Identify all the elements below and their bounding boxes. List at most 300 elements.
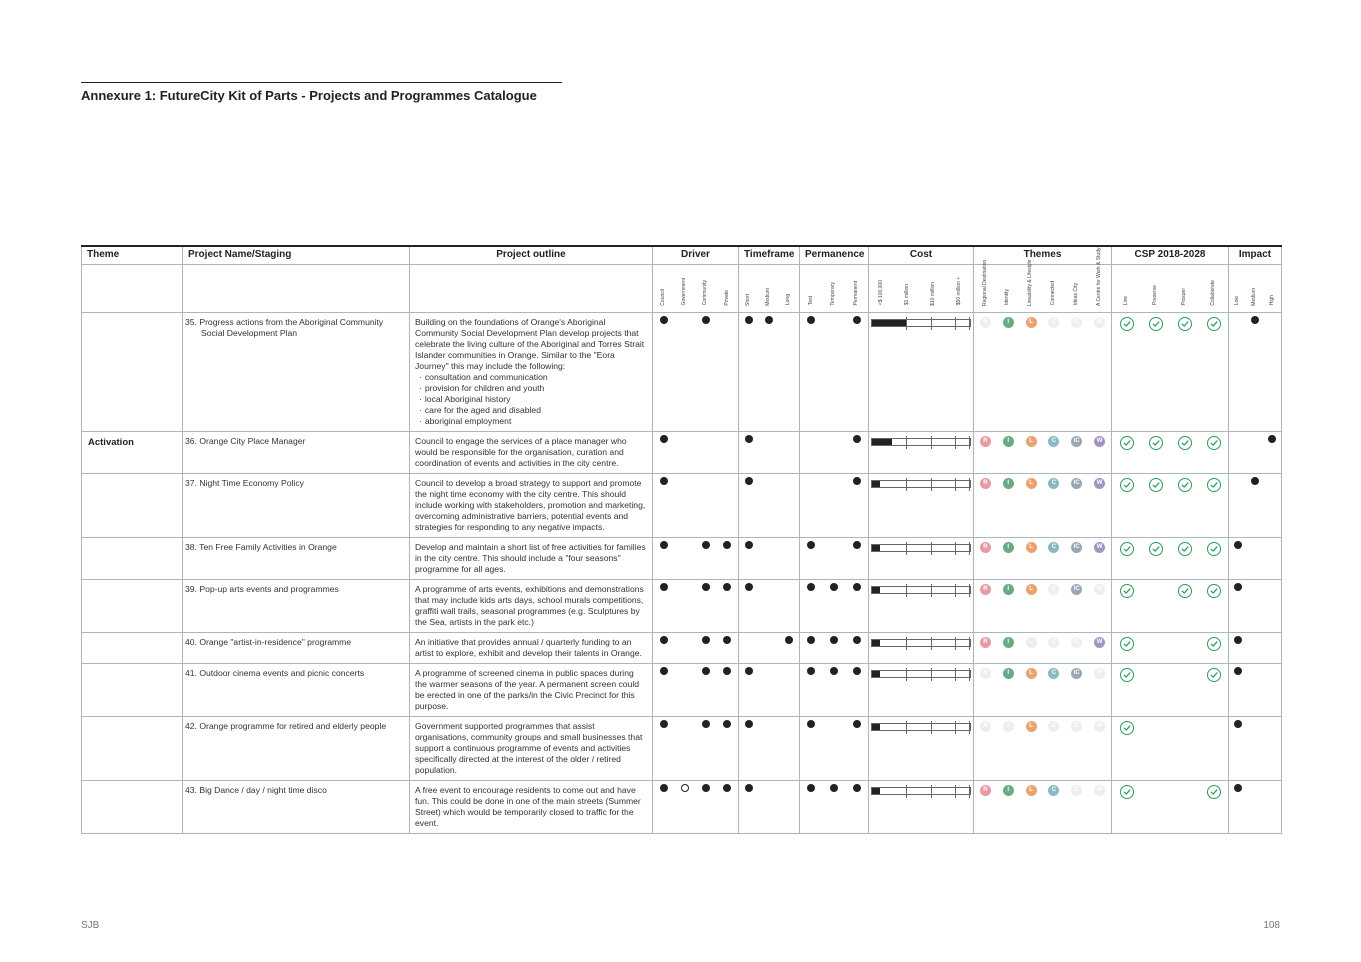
project-outline-cell bbox=[410, 716, 653, 780]
driver-marker bbox=[674, 316, 695, 324]
theme-badge bbox=[1088, 542, 1111, 553]
filled-dot-icon bbox=[702, 636, 710, 644]
theme-badge bbox=[974, 478, 997, 489]
theme-badge-c-icon: C bbox=[1048, 436, 1059, 447]
themes-cell bbox=[974, 663, 1112, 716]
csp-checks bbox=[1112, 474, 1228, 492]
filled-dot-icon bbox=[660, 316, 668, 324]
driver-subheader-label: Private bbox=[723, 289, 730, 306]
cost-bar-tick bbox=[955, 436, 956, 449]
csp-marker bbox=[1141, 478, 1170, 492]
cost-bar-fill bbox=[872, 481, 880, 487]
csp-checks bbox=[1112, 538, 1228, 556]
filled-dot-icon bbox=[807, 636, 815, 644]
csp-marker bbox=[1199, 542, 1228, 556]
themes-subheader bbox=[1020, 259, 1043, 311]
theme-badge-r-icon: R bbox=[980, 478, 991, 489]
timeframe-marker bbox=[759, 435, 779, 443]
header-driver: Driver bbox=[653, 246, 739, 264]
cost-bar-tick bbox=[906, 584, 907, 597]
impact-marker bbox=[1229, 720, 1246, 728]
theme-badge bbox=[1065, 721, 1088, 732]
themes-cell bbox=[974, 632, 1112, 663]
timeframe-marker bbox=[759, 477, 779, 485]
theme-badge-l-icon: L bbox=[1026, 721, 1037, 732]
theme-badge-ic-icon: IC bbox=[1071, 584, 1082, 595]
theme-badge-w-icon: W bbox=[1094, 785, 1105, 796]
impact-cell bbox=[1229, 716, 1282, 780]
cost-bar-tick bbox=[906, 436, 907, 449]
driver-marker bbox=[674, 636, 695, 644]
theme-badge bbox=[1020, 542, 1043, 553]
check-circle-icon bbox=[1149, 317, 1163, 331]
check-circle-icon bbox=[1207, 317, 1221, 331]
filled-dot-icon bbox=[723, 784, 731, 792]
theme-cell bbox=[82, 579, 183, 632]
cost-bar-fill bbox=[872, 724, 880, 730]
permanence-cell bbox=[800, 473, 869, 537]
timeframe-subheader-label: Medium bbox=[765, 287, 772, 306]
project-name-continued: Social Development Plan bbox=[201, 327, 298, 338]
timeframe-dots bbox=[739, 664, 799, 675]
driver-marker bbox=[696, 720, 717, 728]
timeframe-marker bbox=[779, 435, 799, 443]
theme-badge-l-icon: L bbox=[1026, 542, 1037, 553]
driver-marker bbox=[696, 541, 717, 549]
driver-marker bbox=[696, 435, 717, 443]
csp-subheader bbox=[1112, 293, 1141, 311]
driver-dots bbox=[653, 538, 738, 549]
filled-dot-icon bbox=[853, 435, 861, 443]
filled-dot-icon bbox=[1234, 667, 1242, 675]
theme-badge-c-icon: C bbox=[1048, 584, 1059, 595]
permanence-subheader-label: Test bbox=[807, 296, 814, 306]
timeframe-cell bbox=[739, 716, 800, 780]
project-outline-text: A free event to encourage residents to come out and have fun. This could be done in one of the main streets (Summer Street) which would be temporarily closed to traffic for the event. bbox=[415, 784, 641, 828]
cost-bar-tick bbox=[969, 317, 970, 330]
driver-dots bbox=[653, 717, 738, 728]
permanence-cell bbox=[800, 632, 869, 663]
permanence-marker bbox=[845, 477, 868, 485]
theme-badge-w-icon: W bbox=[1094, 542, 1105, 553]
cost-subheader-label: <$ 100,000 bbox=[878, 280, 885, 306]
theme-badge-i-icon: I bbox=[1003, 317, 1014, 328]
project-outline-cell bbox=[410, 431, 653, 473]
filled-dot-icon bbox=[660, 667, 668, 675]
driver-subheader bbox=[717, 287, 738, 311]
filled-dot-icon bbox=[723, 667, 731, 675]
theme-badge-r-icon: R bbox=[980, 637, 991, 648]
theme-badge bbox=[1088, 668, 1111, 679]
permanence-marker bbox=[800, 541, 823, 549]
theme-badge-c-icon: C bbox=[1048, 668, 1059, 679]
timeframe-marker bbox=[759, 636, 779, 644]
csp-marker bbox=[1170, 584, 1199, 598]
driver-marker bbox=[653, 477, 674, 485]
themes-subheader-label: Connected bbox=[1050, 281, 1057, 306]
cost-bar bbox=[871, 670, 971, 678]
permanence-cell bbox=[800, 579, 869, 632]
impact-dots bbox=[1229, 432, 1281, 443]
impact-marker bbox=[1264, 435, 1281, 443]
permanence-dots bbox=[800, 580, 868, 591]
theme-badge bbox=[1020, 317, 1043, 328]
theme-badge-l-icon: L bbox=[1026, 785, 1037, 796]
project-outline-text: Building on the foundations of Orange's Aboriginal Community Social Development Plan develop projects that celebrate the living culture of the Aboriginal and Torres Strait Islander communities in Orange. Similar to the "Eora Journey" this may include the following: bbox=[415, 316, 645, 371]
permanence-marker bbox=[845, 720, 868, 728]
driver-marker bbox=[696, 636, 717, 644]
filled-dot-icon bbox=[660, 435, 668, 443]
theme-badge-i-icon: I bbox=[1003, 637, 1014, 648]
impact-subheader bbox=[1229, 293, 1246, 311]
theme-badge-l-icon: L bbox=[1026, 668, 1037, 679]
cost-bar-tick bbox=[955, 721, 956, 734]
cost-bar-tick bbox=[931, 637, 932, 650]
driver-dots bbox=[653, 474, 738, 485]
check-circle-icon bbox=[1120, 478, 1134, 492]
open-dot-icon bbox=[681, 784, 689, 792]
theme-badge bbox=[1065, 637, 1088, 648]
filled-dot-icon bbox=[807, 541, 815, 549]
theme-badge-c-icon: C bbox=[1048, 785, 1059, 796]
theme-badge bbox=[997, 542, 1020, 553]
cost-subheader-label: $50 million + bbox=[956, 277, 963, 306]
cost-bar-tick bbox=[906, 637, 907, 650]
driver-cell bbox=[653, 473, 739, 537]
theme-badge-c-icon: C bbox=[1048, 317, 1059, 328]
theme-badge-l-icon: L bbox=[1026, 637, 1037, 648]
impact-marker bbox=[1229, 636, 1246, 644]
cost-bar-tick bbox=[969, 637, 970, 650]
theme-badge bbox=[1088, 637, 1111, 648]
theme-badges bbox=[974, 717, 1111, 732]
project-name-cell bbox=[183, 431, 410, 473]
timeframe-marker bbox=[779, 636, 799, 644]
timeframe-dots bbox=[739, 717, 799, 728]
permanence-subheaders bbox=[800, 265, 868, 311]
permanence-dots bbox=[800, 664, 868, 675]
permanence-marker bbox=[800, 316, 823, 324]
driver-marker bbox=[696, 583, 717, 591]
permanence-dots bbox=[800, 633, 868, 644]
check-circle-icon bbox=[1207, 436, 1221, 450]
cost-bar bbox=[871, 586, 971, 594]
theme-badge-r-icon: R bbox=[980, 436, 991, 447]
theme-badge bbox=[1042, 785, 1065, 796]
driver-cell bbox=[653, 716, 739, 780]
theme-badge bbox=[974, 584, 997, 595]
impact-marker bbox=[1246, 435, 1263, 443]
theme-badges bbox=[974, 664, 1111, 679]
theme-badge-l-icon: L bbox=[1026, 436, 1037, 447]
theme-badge-w-icon: W bbox=[1094, 436, 1105, 447]
theme-badge-r-icon: R bbox=[980, 668, 991, 679]
impact-marker bbox=[1229, 541, 1246, 549]
table-row bbox=[82, 473, 1282, 537]
driver-cell bbox=[653, 663, 739, 716]
timeframe-marker bbox=[759, 316, 779, 324]
permanence-dots bbox=[800, 781, 868, 792]
timeframe-cell bbox=[739, 312, 800, 431]
permanence-cell bbox=[800, 780, 869, 833]
filled-dot-icon bbox=[853, 316, 861, 324]
cost-bar bbox=[871, 480, 971, 488]
theme-badge bbox=[1065, 542, 1088, 553]
csp-checks bbox=[1112, 664, 1228, 682]
theme-badge-ic-icon: IC bbox=[1071, 721, 1082, 732]
csp-checks bbox=[1112, 432, 1228, 450]
cost-bar-tick bbox=[955, 317, 956, 330]
csp-subheader-label: Preserve bbox=[1151, 285, 1158, 306]
themes-subheader bbox=[1088, 246, 1111, 311]
permanence-marker bbox=[823, 667, 846, 675]
permanence-cell bbox=[800, 312, 869, 431]
csp-marker bbox=[1141, 668, 1170, 682]
themes-subheader-label: Identity bbox=[1004, 289, 1011, 306]
check-circle-icon bbox=[1178, 542, 1192, 556]
cost-bar-tick bbox=[969, 584, 970, 597]
impact-dots bbox=[1229, 633, 1281, 644]
csp-marker bbox=[1170, 478, 1199, 492]
permanence-marker bbox=[823, 720, 846, 728]
impact-marker bbox=[1264, 316, 1281, 324]
theme-badge bbox=[1088, 785, 1111, 796]
theme-cell bbox=[82, 537, 183, 579]
driver-marker bbox=[653, 316, 674, 324]
cost-bar-fill bbox=[872, 671, 880, 677]
permanence-marker bbox=[823, 636, 846, 644]
cost-cell bbox=[869, 312, 974, 431]
csp-marker bbox=[1199, 721, 1228, 735]
permanence-marker bbox=[823, 541, 846, 549]
csp-marker bbox=[1141, 637, 1170, 651]
csp-marker bbox=[1199, 317, 1228, 331]
theme-badge bbox=[1042, 584, 1065, 595]
driver-subheaders bbox=[653, 265, 738, 311]
cost-bar-tick bbox=[906, 668, 907, 681]
permanence-marker bbox=[800, 435, 823, 443]
csp-cell bbox=[1112, 663, 1229, 716]
driver-marker bbox=[653, 435, 674, 443]
theme-badge-i-icon: I bbox=[1003, 542, 1014, 553]
cost-bar-fill bbox=[872, 439, 892, 445]
theme-badge bbox=[1042, 436, 1065, 447]
impact-marker bbox=[1246, 541, 1263, 549]
timeframe-marker bbox=[759, 667, 779, 675]
driver-marker bbox=[717, 784, 738, 792]
csp-subheader-label: Prosper bbox=[1180, 287, 1187, 306]
timeframe-cell bbox=[739, 632, 800, 663]
timeframe-cell bbox=[739, 537, 800, 579]
cost-bar-fill bbox=[872, 788, 880, 794]
theme-badge bbox=[974, 436, 997, 447]
permanence-marker bbox=[845, 435, 868, 443]
driver-marker bbox=[674, 435, 695, 443]
impact-cell bbox=[1229, 537, 1282, 579]
impact-cell bbox=[1229, 780, 1282, 833]
filled-dot-icon bbox=[660, 541, 668, 549]
permanence-marker bbox=[845, 667, 868, 675]
themes-cell bbox=[974, 579, 1112, 632]
theme-badge-ic-icon: IC bbox=[1071, 542, 1082, 553]
impact-subheaders bbox=[1229, 265, 1281, 311]
driver-subheader bbox=[653, 286, 674, 311]
csp-subheader-label: Live bbox=[1122, 296, 1129, 306]
theme-badge-i-icon: I bbox=[1003, 478, 1014, 489]
filled-dot-icon bbox=[660, 583, 668, 591]
check-circle-icon bbox=[1120, 542, 1134, 556]
permanence-marker bbox=[845, 316, 868, 324]
csp-marker bbox=[1170, 785, 1199, 799]
filled-dot-icon bbox=[807, 784, 815, 792]
filled-dot-icon bbox=[745, 583, 753, 591]
page-title: Annexure 1: FutureCity Kit of Parts - Projects and Programmes Catalogue bbox=[81, 82, 562, 103]
timeframe-subheader bbox=[739, 291, 759, 311]
cost-bar-fill bbox=[872, 587, 880, 593]
project-name: 36. Orange City Place Manager bbox=[185, 435, 306, 446]
theme-badge-c-icon: C bbox=[1048, 637, 1059, 648]
permanence-dots bbox=[800, 313, 868, 324]
csp-marker bbox=[1112, 584, 1141, 598]
themes-cell bbox=[974, 312, 1112, 431]
cost-cell bbox=[869, 431, 974, 473]
themes-subheader-label: Regional Destination bbox=[981, 259, 988, 306]
impact-marker bbox=[1246, 720, 1263, 728]
themes-subheader bbox=[1065, 280, 1088, 310]
timeframe-marker bbox=[779, 541, 799, 549]
csp-marker bbox=[1112, 668, 1141, 682]
check-circle-icon bbox=[1207, 637, 1221, 651]
cost-bar-tick bbox=[955, 668, 956, 681]
timeframe-dots bbox=[739, 313, 799, 324]
timeframe-subheader-label: Long bbox=[785, 294, 792, 306]
theme-badge bbox=[1042, 317, 1065, 328]
cost-bar-tick bbox=[931, 436, 932, 449]
csp-cell bbox=[1112, 579, 1229, 632]
outline-bullet: · aboriginal employment bbox=[415, 416, 647, 427]
theme-badge-w-icon: W bbox=[1094, 478, 1105, 489]
theme-badge-i-icon: I bbox=[1003, 785, 1014, 796]
driver-marker bbox=[653, 720, 674, 728]
filled-dot-icon bbox=[702, 784, 710, 792]
check-circle-icon bbox=[1207, 542, 1221, 556]
cost-bar-tick bbox=[969, 478, 970, 491]
theme-badge-r-icon: R bbox=[980, 785, 991, 796]
cost-bar-tick bbox=[931, 317, 932, 330]
theme-cell bbox=[82, 663, 183, 716]
project-name: 35. Progress actions from the Aboriginal Community bbox=[185, 316, 384, 327]
cost-cell bbox=[869, 537, 974, 579]
timeframe-cell bbox=[739, 579, 800, 632]
theme-badge bbox=[1065, 478, 1088, 489]
check-circle-icon bbox=[1120, 584, 1134, 598]
project-name: 37. Night Time Economy Policy bbox=[185, 477, 304, 488]
csp-checks bbox=[1112, 633, 1228, 651]
header-impact: Impact bbox=[1229, 246, 1282, 264]
timeframe-marker bbox=[759, 541, 779, 549]
impact-marker bbox=[1264, 583, 1281, 591]
theme-badge bbox=[1088, 584, 1111, 595]
driver-marker bbox=[696, 784, 717, 792]
themes-subheader-label: Ideas City bbox=[1072, 283, 1079, 306]
permanence-marker bbox=[845, 541, 868, 549]
timeframe-subheader bbox=[759, 285, 779, 311]
impact-marker bbox=[1229, 784, 1246, 792]
cost-subheader-label: $10 million bbox=[930, 281, 937, 306]
driver-cell bbox=[653, 579, 739, 632]
cost-cell bbox=[869, 632, 974, 663]
timeframe-marker bbox=[759, 784, 779, 792]
theme-badge bbox=[1088, 436, 1111, 447]
outline-bullet-list bbox=[415, 372, 647, 427]
table-row bbox=[82, 632, 1282, 663]
themes-cell bbox=[974, 473, 1112, 537]
project-name-cell bbox=[183, 663, 410, 716]
cost-bar-tick bbox=[969, 436, 970, 449]
theme-badge-l-icon: L bbox=[1026, 584, 1037, 595]
impact-marker bbox=[1264, 784, 1281, 792]
impact-marker bbox=[1264, 477, 1281, 485]
check-circle-icon bbox=[1149, 542, 1163, 556]
permanence-marker bbox=[845, 636, 868, 644]
impact-cell bbox=[1229, 431, 1282, 473]
impact-dots bbox=[1229, 580, 1281, 591]
theme-badges bbox=[974, 580, 1111, 595]
csp-checks bbox=[1112, 717, 1228, 735]
theme-badge bbox=[1042, 637, 1065, 648]
timeframe-marker bbox=[779, 316, 799, 324]
csp-checks bbox=[1112, 313, 1228, 331]
impact-marker bbox=[1264, 720, 1281, 728]
timeframe-cell bbox=[739, 780, 800, 833]
theme-badge-i-icon: I bbox=[1003, 668, 1014, 679]
driver-marker bbox=[674, 784, 695, 792]
theme-badge bbox=[1065, 584, 1088, 595]
theme-badge bbox=[1042, 668, 1065, 679]
themes-subheader bbox=[1042, 278, 1065, 310]
permanence-subheader bbox=[800, 293, 823, 311]
driver-cell bbox=[653, 431, 739, 473]
theme-badge-i-icon: I bbox=[1003, 721, 1014, 732]
check-circle-icon bbox=[1120, 785, 1134, 799]
csp-marker bbox=[1112, 478, 1141, 492]
permanence-marker bbox=[800, 667, 823, 675]
csp-marker bbox=[1141, 584, 1170, 598]
project-outline-text: Council to develop a broad strategy to support and promote the night time economy with the city centre. This should include working with stakeholders, promotion and marketing, overcoming administrative barriers, potential events and strategies for responding to any negative impacts. bbox=[415, 477, 646, 532]
filled-dot-icon bbox=[1268, 435, 1276, 443]
cost-subheader bbox=[869, 277, 895, 310]
filled-dot-icon bbox=[807, 583, 815, 591]
permanence-subheader-label: Permanent bbox=[852, 281, 859, 306]
impact-marker bbox=[1264, 667, 1281, 675]
csp-marker bbox=[1112, 637, 1141, 651]
driver-marker bbox=[674, 720, 695, 728]
catalogue-table bbox=[81, 245, 1282, 834]
cost-bar bbox=[871, 438, 971, 446]
csp-marker bbox=[1112, 542, 1141, 556]
theme-badge-c-icon: C bbox=[1048, 721, 1059, 732]
csp-marker bbox=[1141, 721, 1170, 735]
timeframe-marker bbox=[739, 541, 759, 549]
driver-subheader bbox=[674, 275, 695, 311]
driver-marker bbox=[674, 477, 695, 485]
csp-subheader bbox=[1170, 285, 1199, 311]
cost-bar-tick bbox=[969, 721, 970, 734]
check-circle-icon bbox=[1120, 637, 1134, 651]
theme-badges bbox=[974, 474, 1111, 489]
filled-dot-icon bbox=[1251, 316, 1259, 324]
permanence-cell bbox=[800, 537, 869, 579]
